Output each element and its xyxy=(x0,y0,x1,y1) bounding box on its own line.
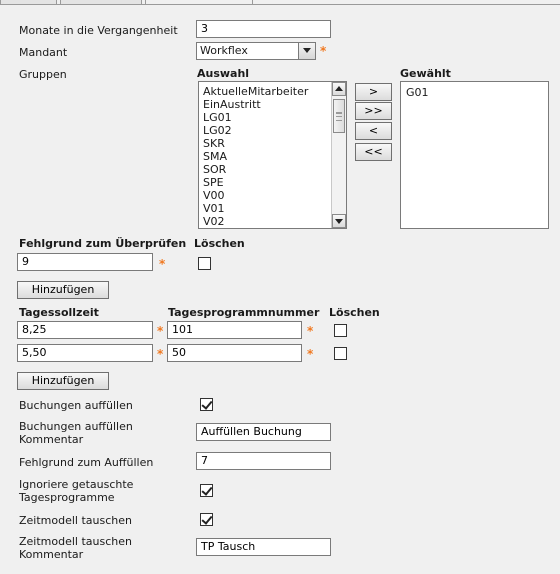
ignore-swapped-label-line2: Tagesprogramme xyxy=(19,491,115,504)
groups-label: Gruppen xyxy=(19,68,67,81)
daily-add-button[interactable]: Hinzufügen xyxy=(17,372,109,390)
client-select[interactable] xyxy=(196,42,316,60)
required-mark: * xyxy=(320,44,327,58)
required-mark: * xyxy=(157,347,164,361)
scroll-up-icon[interactable] xyxy=(332,82,346,96)
list-item[interactable]: V00 xyxy=(203,189,225,202)
fill-bookings-label: Buchungen auffüllen xyxy=(19,399,133,412)
fill-comment-label-line2: Kommentar xyxy=(19,433,84,446)
list-item[interactable]: AktuelleMitarbeiter xyxy=(203,85,309,98)
groups-selected-header: Gewählt xyxy=(400,67,451,80)
ignore-swapped-checkbox[interactable] xyxy=(200,484,213,497)
daily-delete-checkbox[interactable] xyxy=(334,347,347,360)
add-all-groups-button[interactable]: >> xyxy=(355,102,392,120)
swap-comment-input[interactable]: TP Tausch xyxy=(196,538,331,556)
daily-program-input[interactable]: 50 xyxy=(167,344,302,362)
required-mark: * xyxy=(159,257,166,271)
groups-available-list[interactable] xyxy=(198,81,347,229)
add-group-button[interactable]: > xyxy=(355,83,392,101)
chevron-down-icon[interactable] xyxy=(298,43,315,59)
scroll-down-icon[interactable] xyxy=(332,214,346,228)
daily-program-header: Tagesprogrammnummer xyxy=(168,306,320,319)
absence-check-header: Fehlgrund zum Überprüfen xyxy=(19,237,187,250)
client-label: Mandant xyxy=(19,46,68,59)
absence-delete-header: Löschen xyxy=(194,237,245,250)
groups-available-header: Auswahl xyxy=(197,67,250,80)
absence-delete-checkbox[interactable] xyxy=(198,257,211,270)
client-select-value: Workflex xyxy=(200,44,248,57)
required-mark: * xyxy=(307,324,314,338)
list-item[interactable]: LG02 xyxy=(203,124,232,137)
fill-comment-label xyxy=(19,420,133,446)
swap-model-checkbox[interactable] xyxy=(200,513,213,526)
daily-delete-checkbox[interactable] xyxy=(334,324,347,337)
swap-model-label: Zeitmodell tauschen xyxy=(19,514,132,527)
absence-check-input[interactable]: 9 xyxy=(17,253,153,271)
list-item[interactable]: SMA xyxy=(203,150,227,163)
groups-selected-items xyxy=(406,86,429,99)
daily-delete-header: Löschen xyxy=(329,306,380,319)
remove-group-button[interactable]: < xyxy=(355,122,392,140)
fill-reason-input[interactable]: 7 xyxy=(196,452,331,470)
scroll-thumb[interactable] xyxy=(333,99,345,133)
swap-comment-label xyxy=(19,535,132,561)
list-item[interactable]: SOR xyxy=(203,163,227,176)
daily-target-input[interactable]: 5,50 xyxy=(17,344,153,362)
list-item[interactable]: SPE xyxy=(203,176,224,189)
required-mark: * xyxy=(307,347,314,361)
list-item[interactable]: V02 xyxy=(203,215,225,228)
list-item[interactable]: V01 xyxy=(203,202,225,215)
groups-selected-list[interactable] xyxy=(400,81,549,229)
panel-border xyxy=(0,4,560,5)
required-mark: * xyxy=(157,324,164,338)
daily-program-input[interactable]: 101 xyxy=(167,321,302,339)
swap-comment-label-line1: Zeitmodell tauschen xyxy=(19,535,132,548)
daily-target-input[interactable]: 8,25 xyxy=(17,321,153,339)
ignore-swapped-label-line1: Ignoriere getauschte xyxy=(19,478,134,491)
list-item[interactable]: LG01 xyxy=(203,111,232,124)
remove-all-groups-button[interactable]: << xyxy=(355,143,392,161)
list-item[interactable]: G01 xyxy=(406,86,429,99)
daily-target-header: Tagessollzeit xyxy=(19,306,99,319)
swap-comment-label-line2: Kommentar xyxy=(19,548,84,561)
ignore-swapped-label xyxy=(19,478,133,504)
fill-bookings-checkbox[interactable] xyxy=(200,398,213,411)
fill-reason-label: Fehlgrund zum Auffüllen xyxy=(19,456,154,469)
fill-comment-label-line1: Buchungen auffüllen xyxy=(19,420,133,433)
list-item[interactable]: EinAustritt xyxy=(203,98,261,111)
absence-add-button[interactable]: Hinzufügen xyxy=(17,281,109,299)
months-label: Monate in die Vergangenheit xyxy=(19,24,178,37)
fill-comment-input[interactable]: Auffüllen Buchung xyxy=(196,423,331,441)
groups-available-items xyxy=(203,85,308,228)
list-item[interactable]: SKR xyxy=(203,137,225,150)
months-input[interactable]: 3 xyxy=(196,20,331,38)
list-scrollbar[interactable] xyxy=(331,82,346,228)
